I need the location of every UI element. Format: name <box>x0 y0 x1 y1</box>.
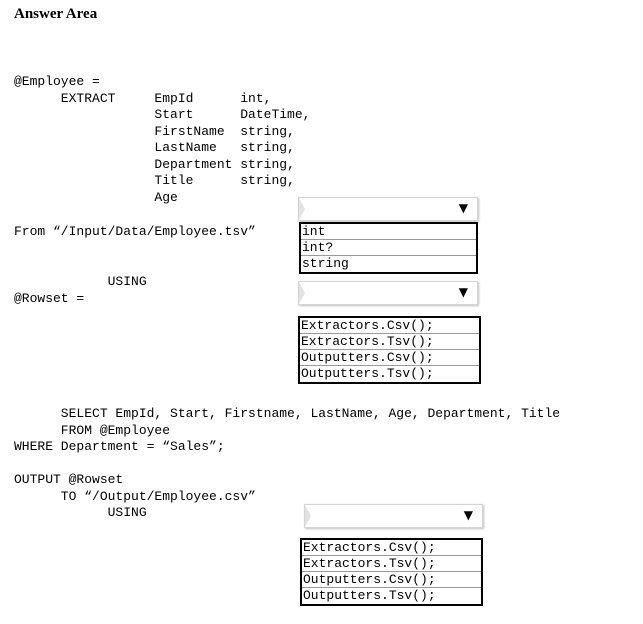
code-line-start: Start DateTime, <box>14 107 311 122</box>
age-type-dropdown[interactable] <box>298 197 478 221</box>
code-line-employee: @Employee = <box>14 74 100 89</box>
chevron-down-icon[interactable]: ▼ <box>463 508 473 522</box>
output-using-dropdown[interactable] <box>304 504 483 528</box>
code-line-to: TO “/Output/Employee.csv” <box>14 488 256 504</box>
option-outputters-csv[interactable]: Outputters.Csv(); <box>302 572 481 588</box>
option-extractors-csv[interactable]: Extractors.Csv(); <box>300 318 479 334</box>
code-line-firstname: FirstName string, <box>14 123 295 139</box>
option-int[interactable]: int <box>301 224 476 240</box>
option-extractors-tsv[interactable]: Extractors.Tsv(); <box>300 334 479 350</box>
code-line-select: SELECT EmpId, Start, Firstname, LastName, Age, Department, Title <box>14 406 561 421</box>
code-line-from-employee: FROM @Employee <box>14 422 171 438</box>
option-int-nullable[interactable]: int? <box>301 240 476 256</box>
answer-area-title: Answer Area <box>14 6 98 22</box>
code-line-lastname: LastName string, <box>14 140 295 155</box>
code-line-using-extract: USING <box>14 274 147 289</box>
code-line-title: Title string, <box>14 173 295 188</box>
code-line-where: WHERE Department = “Sales”; <box>14 439 225 454</box>
chevron-down-icon[interactable]: ▼ <box>458 285 468 299</box>
option-outputters-tsv[interactable]: Outputters.Tsv(); <box>303 588 436 603</box>
extract-using-dropdown[interactable] <box>298 281 478 305</box>
option-outputters-tsv[interactable]: Outputters.Tsv(); <box>301 366 434 381</box>
code-line-from: From “/Input/Data/Employee.tsv” <box>14 224 256 239</box>
output-using-options <box>300 538 483 606</box>
age-type-options <box>299 222 478 274</box>
option-extractors-tsv[interactable]: Extractors.Tsv(); <box>302 556 481 572</box>
code-employee-block <box>14 74 310 206</box>
option-string[interactable]: string <box>302 256 349 271</box>
code-line-empid: EXTRACT EmpId int, <box>14 90 272 106</box>
option-extractors-csv[interactable]: Extractors.Csv(); <box>302 540 481 556</box>
code-line-rowset: @Rowset = <box>14 291 85 306</box>
code-line-using-output: USING <box>14 505 147 520</box>
code-line-age: Age <box>14 189 178 205</box>
option-outputters-csv[interactable]: Outputters.Csv(); <box>300 350 479 366</box>
chevron-down-icon[interactable]: ▼ <box>458 201 468 215</box>
code-line-output: OUTPUT @Rowset <box>14 472 124 487</box>
code-line-department: Department string, <box>14 156 295 172</box>
extract-using-options <box>298 316 481 384</box>
